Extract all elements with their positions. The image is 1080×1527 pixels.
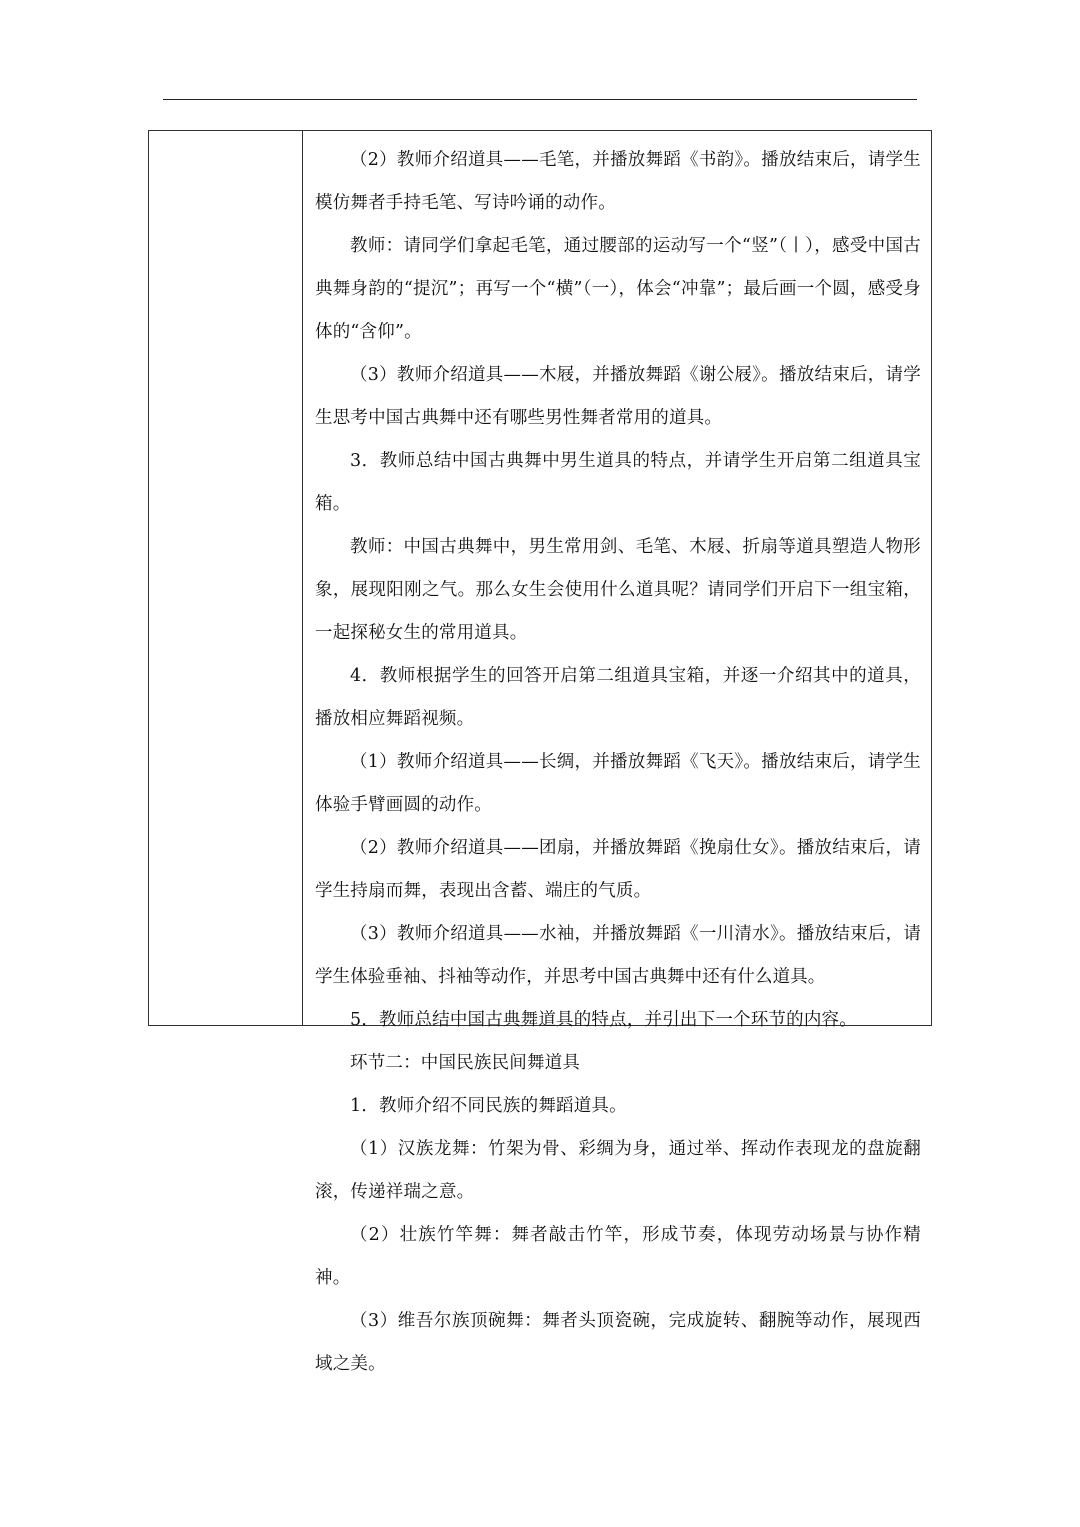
paragraph-clogs-intro: （3）教师介绍道具——木屐，并播放舞蹈《谢公屐》。播放结束后，请学生思考中国古典舞中还有哪些男性舞者常用的道具。 xyxy=(315,365,921,428)
paragraph-bamboo-dance: （2）壮族竹竿舞：舞者敲击竹竿，形成节奏，体现劳动场景与协作精神。 xyxy=(315,1225,921,1288)
paragraph-brush-teacher: 教师：请同学们拿起毛笔，通过腰部的运动写一个“竖”（丨），感受中国古典舞身韵的“提沉”；再写一个“横”（一），体会“冲靠”；最后画一个圆，感受身体的“含仰”。 xyxy=(315,236,921,342)
table-content-cell xyxy=(303,131,931,1374)
paragraph-fan-intro: （2）教师介绍道具——团扇，并播放舞蹈《挽扇仕女》。播放结束后，请学生持扇而舞，表现出含蓄、端庄的气质。 xyxy=(315,838,921,901)
paragraph-dragon-dance: （1）汉族龙舞：竹架为骨、彩绸为身，通过举、挥动作表现龙的盘旋翻滚，传递祥瑞之意。 xyxy=(315,1139,921,1202)
section-heading-folk-dance: 环节二：中国民族民间舞道具 xyxy=(350,1053,581,1073)
paragraph-teacher-female-props: 教师：中国古典舞中，男生常用剑、毛笔、木屐、折扇等道具塑造人物形象，展现阳刚之气。那么女生会使用什么道具呢？请同学们开启下一组宝箱，一起探秘女生的常用道具。 xyxy=(315,537,921,643)
paragraph-bowl-dance: （3）维吾尔族顶碗舞：舞者头顶瓷碗，完成旋转、翻腕等动作，展现西域之美。 xyxy=(315,1311,921,1374)
paragraph-summary-male-props: 3．教师总结中国古典舞中男生道具的特点，并请学生开启第二组道具宝箱。 xyxy=(315,451,921,514)
table-left-cell xyxy=(149,131,303,1025)
paragraph-second-box: 4．教师根据学生的回答开启第二组道具宝箱，并逐一介绍其中的道具，播放相应舞蹈视频。 xyxy=(315,666,921,729)
paragraph-ethnic-props: 1．教师介绍不同民族的舞蹈道具。 xyxy=(350,1096,627,1116)
lesson-table xyxy=(148,130,932,1374)
paragraph-silk-intro: （1）教师介绍道具——长绸，并播放舞蹈《飞天》。播放结束后，请学生体验手臂画圆的动作。 xyxy=(315,752,921,815)
paragraph-sleeve-intro: （3）教师介绍道具——水袖，并播放舞蹈《一川清水》。播放结束后，请学生体验垂袖、抖袖等动作，并思考中国古典舞中还有什么道具。 xyxy=(315,924,921,987)
header-rule xyxy=(163,99,917,100)
paragraph-brush-intro: （2）教师介绍道具——毛笔，并播放舞蹈《书韵》。播放结束后，请学生模仿舞者手持毛笔、写诗吟诵的动作。 xyxy=(315,150,921,213)
paragraph-summary-classical: 5．教师总结中国古典舞道具的特点，并引出下一个环节的内容。 xyxy=(350,1010,857,1030)
